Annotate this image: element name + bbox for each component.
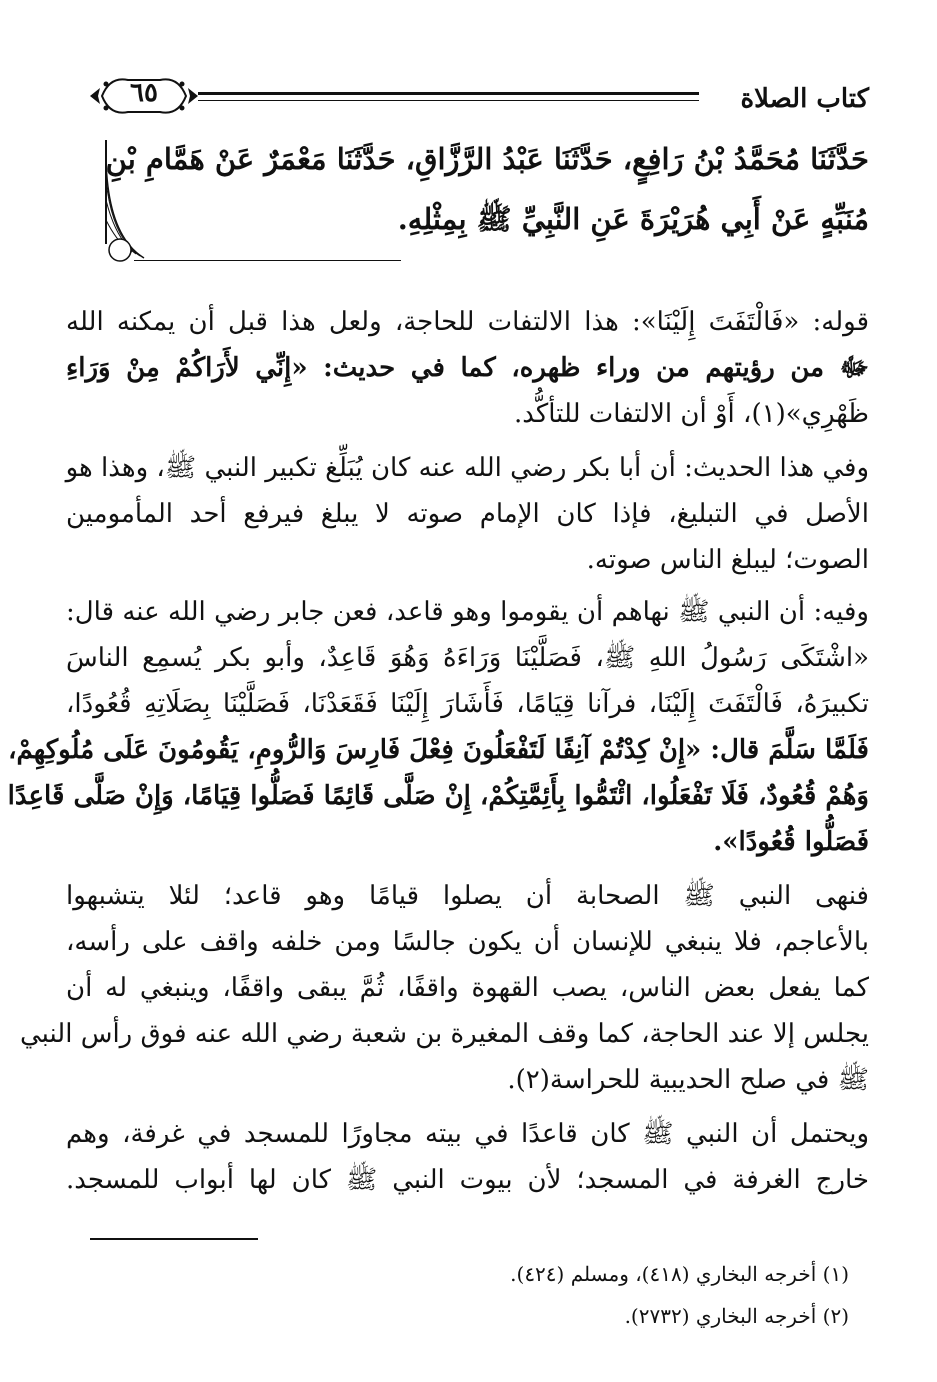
paragraph-line: ويحتمل أن النبي ﷺ كان قاعدًا في بيته مجاورًا للمسجد في غرفة، وهم	[66, 1119, 869, 1149]
hadith-underline	[134, 260, 401, 261]
page-number: ٦٥	[130, 78, 158, 108]
paragraph-line: الصوت؛ ليبلغ الناس صوته.	[586, 545, 869, 575]
paragraph-line: خارج الغرفة في المسجد؛ لأن بيوت النبي ﷺ كان لها أبواب للمسجد.	[66, 1165, 869, 1195]
footnote-2: (٢) أخرجه البخاري (٢٧٣٢).	[624, 1304, 849, 1328]
hadith-line-1: حَدَّثَنَا مُحَمَّدُ بْنُ رَافِعٍ، حَدَّثَنَا عَبْدُ الرَّزَّاقِ، حَدَّثَنَا مَعْمَرٌ عَنْ هَمَّامِ بْنِ	[105, 142, 869, 176]
paragraph-line: ظَهْرِي»(١)، أَوْ أن الالتفات للتأكُّد.	[513, 399, 869, 429]
hadith-block	[100, 140, 869, 264]
paragraph-line: الأصل في التبليغ، فإذا كان الإمام صوته لا يبلغ فيرفع أحد المأمومين	[66, 499, 869, 529]
page-number-ornament	[88, 70, 200, 122]
page-header	[88, 70, 869, 126]
header-rule-thin	[198, 100, 699, 101]
footnote-separator	[90, 1238, 258, 1240]
paragraph-line: بالأعاجم، فلا ينبغي للإنسان أن يكون جالسًا ومن خلفه واقف على رأسه،	[66, 927, 869, 957]
paragraph-line: فَصَلُّوا قُعُودًا».	[713, 827, 869, 857]
hadith-line-2: مُنَبِّهٍ عَنْ أَبِي هُرَيْرَةَ عَنِ النَّبِيِّ ﷺ بِمِثْلِهِ.	[397, 202, 869, 236]
paragraph-line: فنهى النبي ﷺ الصحابة أن يصلوا قيامًا وهو قاعد؛ لئلا يتشبهوا	[66, 881, 869, 911]
paragraph-line: وَهُمْ قُعُودٌ، فَلَا تَفْعَلُوا، ائْتَمُّوا بِأَئِمَّتِكُمْ، إِنْ صَلَّى قَائِمًا فَصَلُّوا قِيَامًا، وَإِنْ صَلَّى قَاعِدًا	[7, 781, 869, 811]
paragraph-line: يجلس إلا عند الحاجة، كما وقف المغيرة بن شعبة رضي الله عنه فوق رأس النبي	[19, 1019, 869, 1049]
paragraph-line: ﷻ من رؤيتهم من وراء ظهره، كما في حديث: «إِنِّي لأَرَاكُمْ مِنْ وَرَاءِ	[66, 353, 869, 383]
paragraph-line: وفي هذا الحديث: أن أبا بكر رضي الله عنه كان يُبَلِّغ تكبير النبي ﷺ، وهذا هو	[65, 453, 869, 483]
paragraph-line: وفيه: أن النبي ﷺ نهاهم أن يقوموا وهو قاعد، فعن جابر رضي الله عنه قال:	[66, 597, 869, 627]
paragraph-line: كما يفعل بعض الناس، يصب القهوة واقفًا، ثُمَّ يبقى واقفًا، وينبغي له أن	[66, 973, 869, 1003]
chapter-title: كتاب الصلاة	[740, 84, 869, 114]
paragraph-line: ﷺ في صلح الحديبية للحراسة(٢).	[507, 1065, 869, 1095]
header-rule	[198, 92, 699, 95]
paragraph-line: فَلَمَّا سَلَّمَ قال: «إِنْ كِدْتُمْ آنِفًا لَتَفْعَلُونَ فِعْلَ فَارِسَ وَالرُّومِ، يَقُومُونَ عَلَى مُلُوكِهِمْ،	[8, 735, 869, 765]
footnote-1: (١) أخرجه البخاري (٤١٨)، ومسلم (٤٢٤).	[510, 1262, 849, 1286]
paragraph-line: تكبيرَهُ، فَالْتَفَتَ إِلَيْنَا، فرآنا قِيَامًا، فَأَشَارَ إِلَيْنَا فَقَعَدْنَا، فَصَلَّيْنَا بِصَلَاتِهِ قُعُودًا،	[66, 689, 869, 719]
paragraph-line: قوله: «فَالْتَفَتَ إِلَيْنَا»: هذا الالتفات للحاجة، ولعل هذا قبل أن يمكنه الله	[66, 307, 869, 337]
paragraph-line: «اشْتَكَى رَسُولُ اللهِ ﷺ، فَصَلَّيْنَا وَرَاءَهُ وَهُوَ قَاعِدٌ، وأبو بكر يُسمِع الناسَ	[66, 643, 869, 673]
